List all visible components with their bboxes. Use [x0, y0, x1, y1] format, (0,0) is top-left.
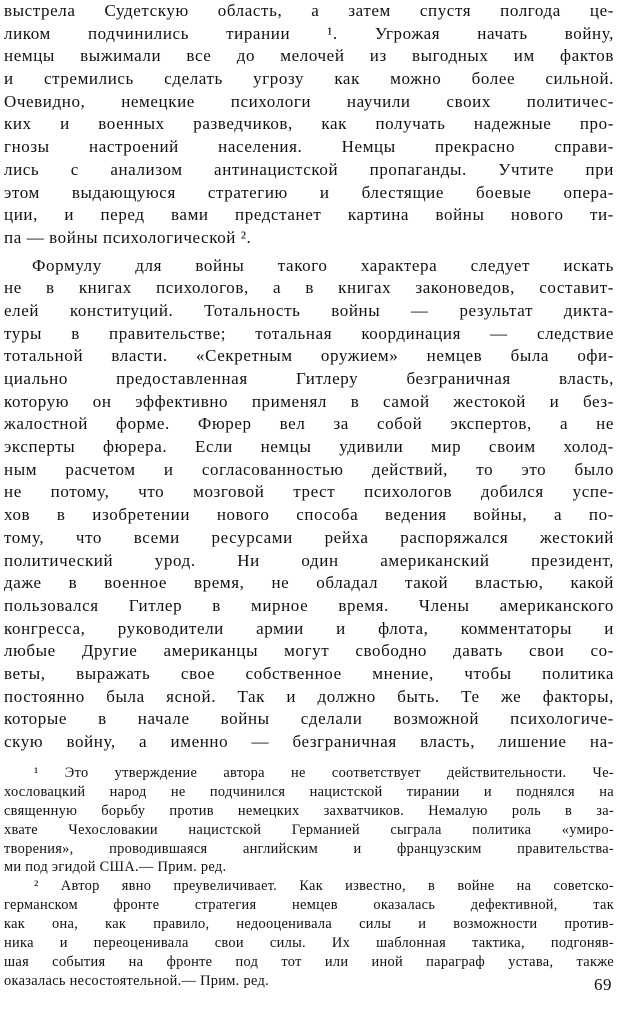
footnote-line: ми под эгидой США.— Прим. ред.: [4, 859, 227, 876]
text-line: лись с анализом антинацистской пропаганды. Учтите при: [4, 159, 614, 179]
text-line: тому, что всеми ресурсами рейха распоряжался жестокий: [4, 527, 614, 547]
text-line: скую войну, а именно — безграничная власть, лишение на-: [4, 732, 614, 751]
paragraph-2: [4, 255, 614, 754]
text-line: выстрела Судетскую область, а затем спустя полгода це-: [4, 1, 614, 20]
text-line: Очевидно, немецкие психологи научили своих политичес-: [4, 91, 614, 111]
paragraph-1: [4, 0, 614, 250]
footnote-line: оказалась несостоятельной.— Прим. ред.: [4, 972, 269, 989]
text-line: жалостной форме. Фюрер вел за собой экспертов, а не: [4, 414, 614, 434]
footnote-line: творения», проводившаяся английским и французским правительства-: [4, 840, 614, 857]
text-line: пользовался Гитлер в мирное время. Члены американского: [4, 595, 614, 615]
text-line: туры в правительстве; тотальная координация — следствие: [4, 323, 614, 343]
text-line: Формулу для войны такого характера следует искать: [32, 255, 614, 275]
text-line: веты, выражать свое собственное мнение, чтобы политика: [4, 663, 614, 683]
text-line: любые Другие американцы могут свободно давать свои со-: [4, 641, 614, 661]
text-line: которую он эффективно применял в самой жестокой и без-: [4, 391, 614, 411]
text-line: ным расчетом и согласованностью действий, то это было: [4, 459, 614, 479]
text-line: гнозы настроений населения. Немцы прекрасно справи-: [4, 137, 614, 157]
text-line: не потому, что мозговой трест психологов добился успе-: [4, 482, 614, 502]
text-line: и стремились сделать угрозу как можно более сильной.: [4, 69, 614, 89]
footnote-line: ника и переоценивала свои силы. Их шаблонная тактика, подгоняв-: [4, 935, 614, 952]
footnotes: [4, 764, 614, 991]
footnote-1: [4, 764, 614, 877]
main-text: [4, 0, 614, 754]
footnote-line: германском фронте стратегия немцев оказалась дефективной, так: [4, 897, 614, 914]
footnote-line: как она, как правило, недооценивала силы и возможности против-: [4, 916, 614, 933]
text-line: политический урод. Ни один американский президент,: [4, 550, 614, 570]
text-line: постоянно была ясной. Так и должно быть. Те же факторы,: [4, 686, 614, 706]
footnote-line: хвате Чехословакии нацистской Германией сыграла политика «умиро-: [4, 821, 614, 838]
text-line: которые в начале войны сделали возможной психологиче-: [4, 709, 614, 729]
text-line: па — войны психологической ².: [4, 227, 252, 247]
text-line: этом выдающуюся стратегию и блестящие боевые опера-: [4, 182, 614, 202]
text-line: елей конституций. Тотальность войны — результат дикта-: [4, 300, 614, 320]
text-line: эксперты фюрера. Если немцы удивили мир своим холод-: [4, 437, 614, 457]
footnote-line: хословацкий народ не подчинился нацистской тирании и поднялся на: [4, 783, 614, 800]
text-line: не в книгах психологов, а в книгах законоведов, составит-: [4, 278, 614, 298]
text-line: ких и военных разведчиков, как получать надежные про-: [4, 114, 614, 134]
text-line: ликом подчинились тирании ¹. Угрожая начать войну,: [4, 23, 614, 43]
footnote-line: шая события на фронте под тот или иной параграф устава, также: [4, 953, 614, 970]
footnote-line: ¹ Это утверждение автора не соответствует действительности. Че-: [34, 765, 614, 781]
text-line: даже в военное время, не обладал такой властью, какой: [4, 573, 614, 593]
footnote-line: священную борьбу против немецких захватчиков. Немалую роль в за-: [4, 802, 614, 819]
text-line: тотальной власти. «Секретным оружием» немцев была офи-: [4, 346, 614, 366]
footnote-2: [4, 877, 614, 990]
text-line: ции, и перед вами предстанет картина войны нового ти-: [4, 205, 614, 225]
page-number: 69: [594, 975, 612, 994]
footnote-line: ² Автор явно преувеличивает. Как известно, в войне на советско-: [34, 878, 614, 895]
text-line: конгресса, руководители армии и флота, комментаторы и: [4, 618, 614, 638]
text-line: циально предоставленная Гитлеру безграничная власть,: [4, 369, 614, 388]
text-line: хов в изобретении нового способа ведения войны, а по-: [4, 505, 614, 525]
text-line: немцы выжимали все до мелочей из выгодных им фактов: [4, 46, 614, 66]
